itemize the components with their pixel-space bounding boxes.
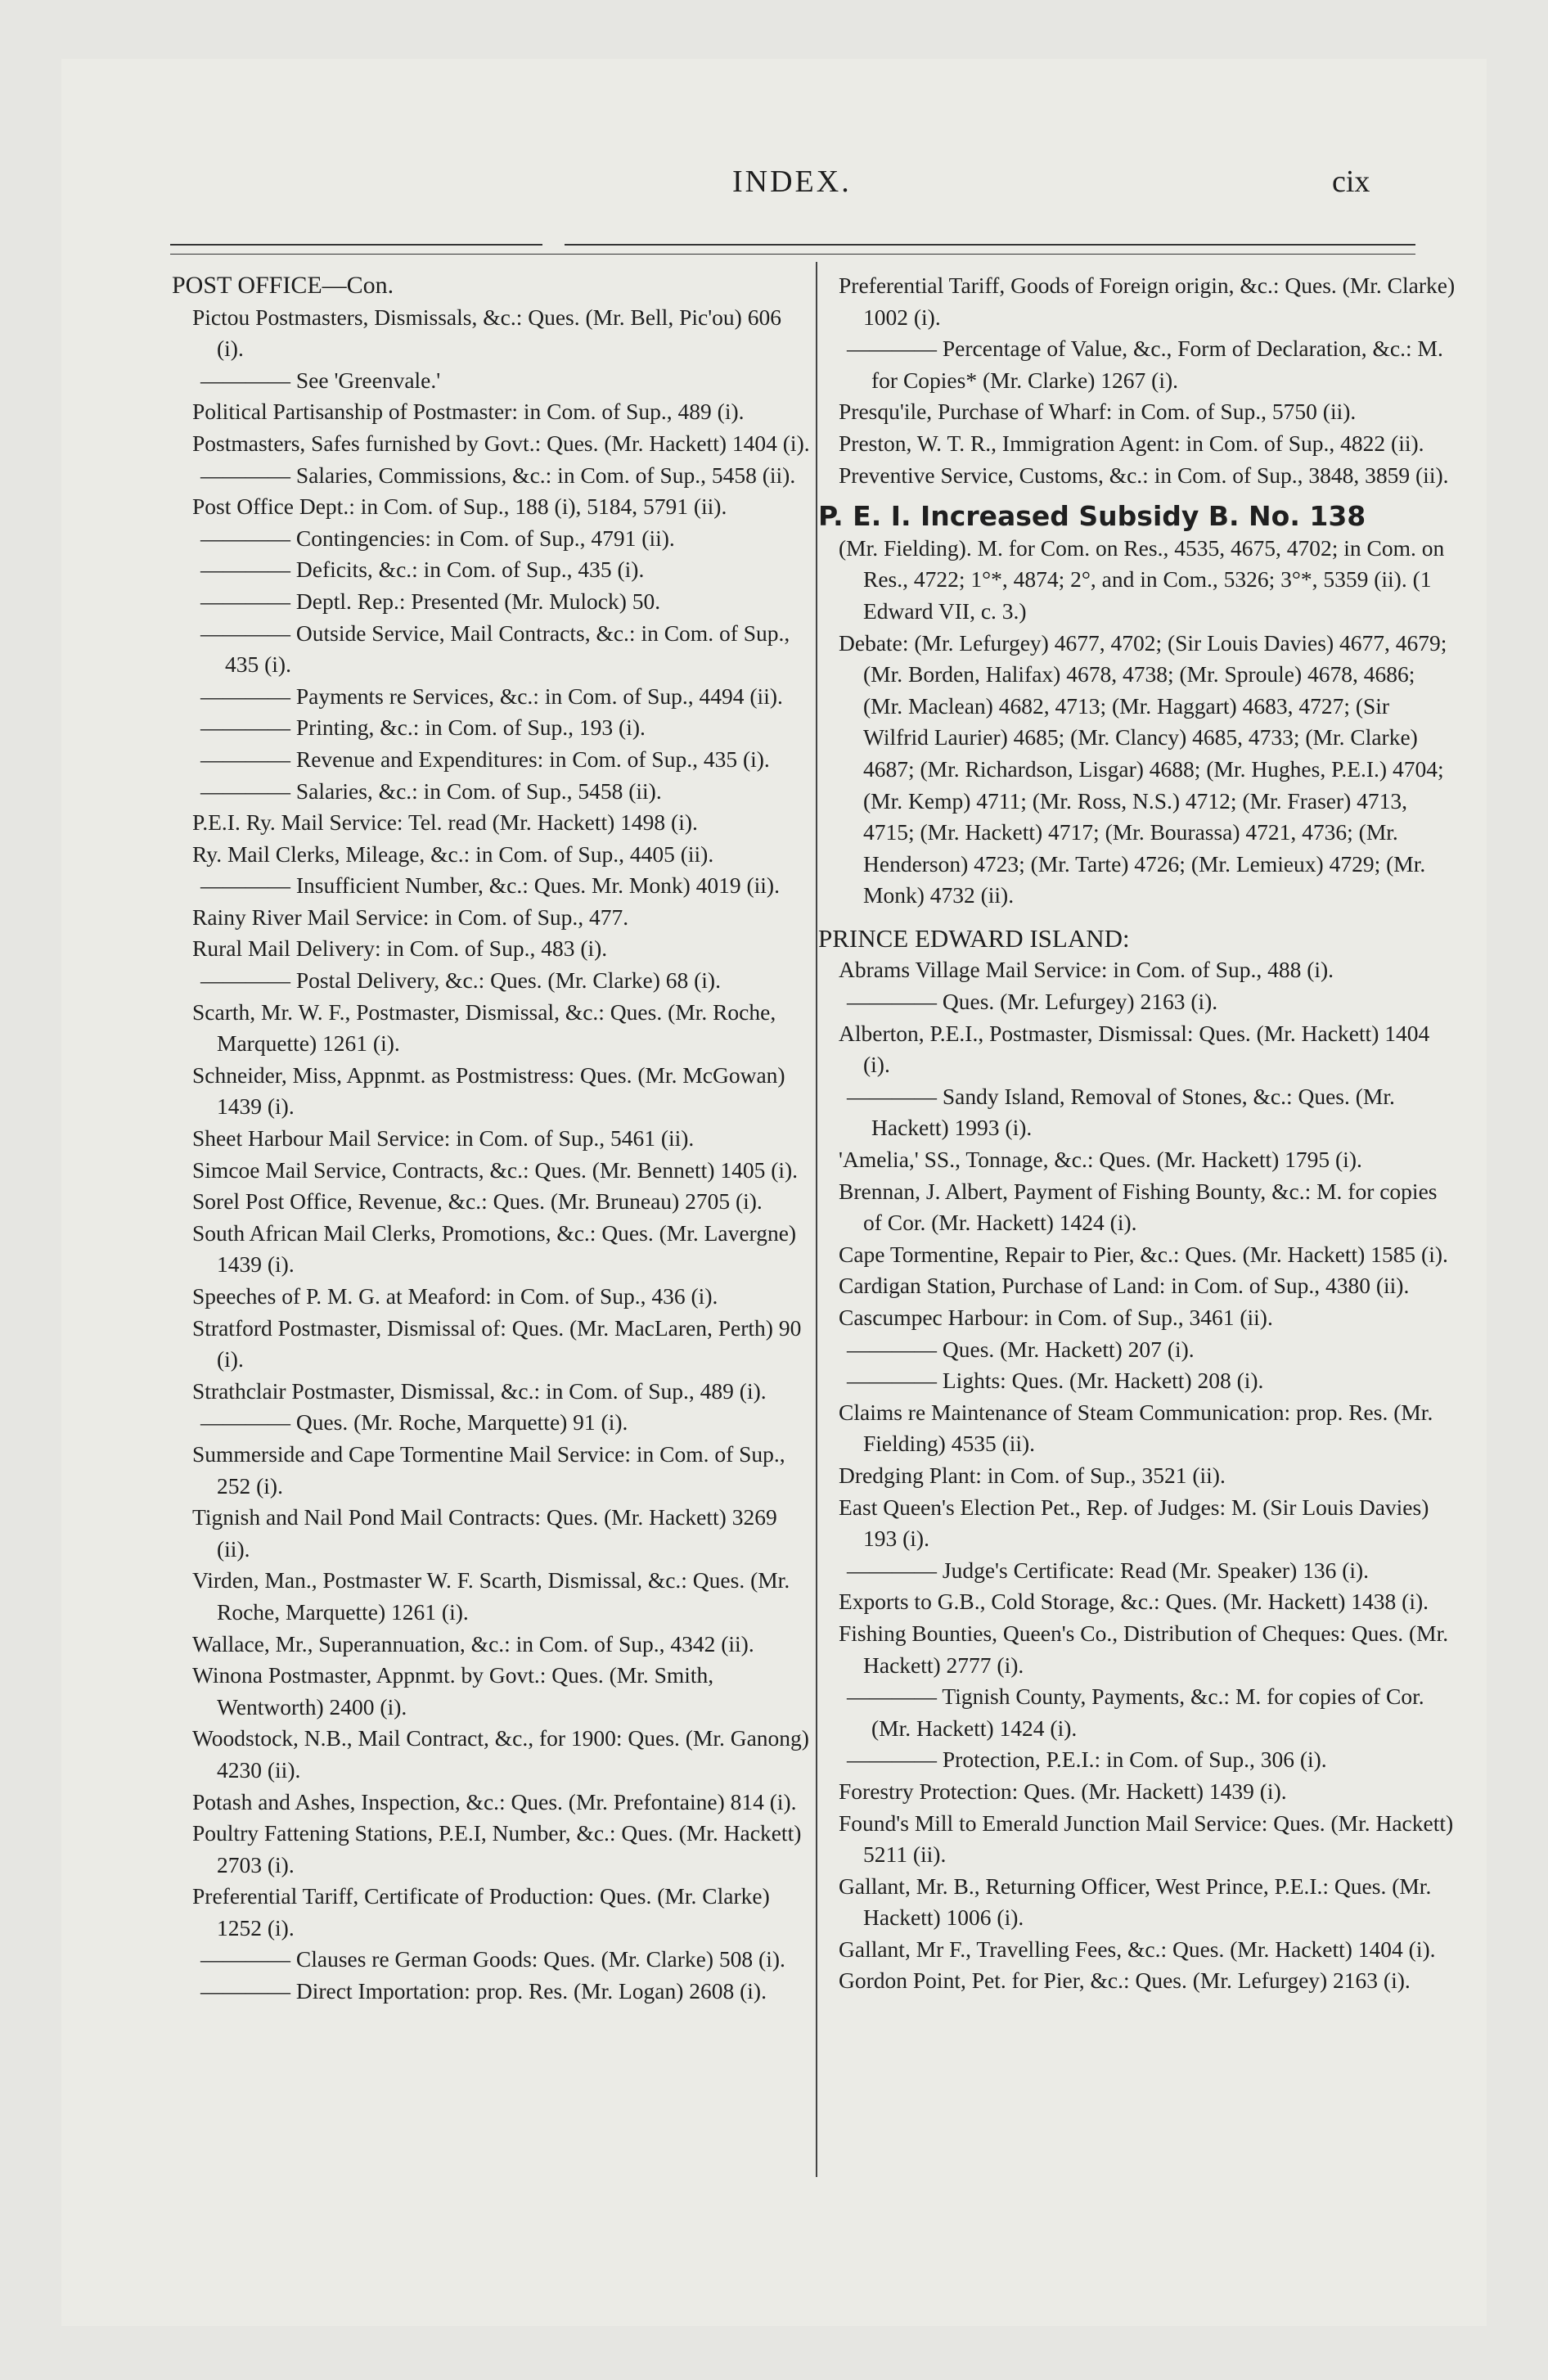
index-entry: Schneider, Miss, Appnmt. as Postmistress: Ques. (Mr. McGowan) 1439 (i). xyxy=(192,1062,785,1120)
index-entry: Dredging Plant: in Com. of Sup., 3521 (ii). xyxy=(839,1462,1226,1488)
section-heading-pei: PRINCE EDWARD ISLAND: xyxy=(818,923,1130,953)
index-entry: Gallant, Mr F., Travelling Fees, &c.: Ques. (Mr. Hackett) 1404 (i). xyxy=(839,1936,1436,1962)
index-entry: Pictou Postmasters, Dismissals, &c.: Ques. (Mr. Bell, Pic'ou) 606 (i). xyxy=(192,304,781,362)
index-entry: P.E.I. Ry. Mail Service: Tel. read (Mr. Hackett) 1498 (i). xyxy=(192,809,698,836)
index-subentry: ———— Insufficient Number, &c.: Ques. Mr. Monk) 4019 (ii). xyxy=(172,870,810,902)
index-entry: Gordon Point, Pet. for Pier, &c.: Ques. (Mr. Lefurgey) 2163 (i). xyxy=(839,1968,1411,1994)
header-rule-lower xyxy=(170,254,1415,255)
left-column xyxy=(172,270,810,2008)
index-subentry: ———— Contingencies: in Com. of Sup., 4791 (ii). xyxy=(172,523,810,555)
index-subentry: ———— Outside Service, Mail Contracts, &c.: in Com. of Sup., 435 (i). xyxy=(172,618,810,681)
index-entry: Ry. Mail Clerks, Mileage, &c.: in Com. of Sup., 4405 (ii). xyxy=(192,841,714,867)
index-subentry: ———— Payments re Services, &c.: in Com. of Sup., 4494 (ii). xyxy=(172,681,810,713)
index-entry: South African Mail Clerks, Promotions, &c.: Ques. (Mr. Lavergne) 1439 (i). xyxy=(192,1219,797,1278)
index-subentry: ———— Ques. (Mr. Lefurgey) 2163 (i). xyxy=(818,986,1456,1018)
index-entry: Cape Tormentine, Repair to Pier, &c.: Ques. (Mr. Hackett) 1585 (i). xyxy=(839,1241,1448,1267)
index-entry: Cascumpec Harbour: in Com. of Sup., 3461 (ii). xyxy=(839,1305,1273,1330)
index-entry: Post Office Dept.: in Com. of Sup., 188 (i), 5184, 5791 (ii). xyxy=(192,494,727,520)
index-subentry: ———— Judge's Certificate: Read (Mr. Speaker) 136 (i). xyxy=(818,1555,1456,1587)
page-title: INDEX. xyxy=(732,165,852,199)
index-entry: Postmasters, Safes furnished by Govt.: Ques. (Mr. Hackett) 1404 (i). xyxy=(192,430,810,456)
index-entry: Woodstock, N.B., Mail Contract, &c., for 1900: Ques. (Mr. Ganong) 4230 (ii). xyxy=(192,1725,809,1783)
index-entry: East Queen's Election Pet., Rep. of Judges: M. (Sir Louis Davies) 193 (i). xyxy=(839,1494,1429,1552)
index-entry: Scarth, Mr. W. F., Postmaster, Dismissal, &c.: Ques. (Mr. Roche, Marquette) 1261 (i). xyxy=(192,998,776,1057)
index-entry: Brennan, J. Albert, Payment of Fishing Bounty, &c.: M. for copies of Cor. (Mr. Hackett) 1424 (i). xyxy=(839,1178,1438,1236)
header-rule-right xyxy=(565,244,1415,246)
index-entry: Found's Mill to Emerald Junction Mail Service: Ques. (Mr. Hackett) 5211 (ii). xyxy=(839,1810,1454,1868)
index-entry: Poultry Fattening Stations, P.E.I, Number, &c.: Ques. (Mr. Hackett) 2703 (i). xyxy=(192,1820,802,1877)
index-subentry: ———— Printing, &c.: in Com. of Sup., 193 (i). xyxy=(172,712,810,744)
index-subentry: ———— Sandy Island, Removal of Stones, &c.: Ques. (Mr. Hackett) 1993 (i). xyxy=(818,1081,1456,1144)
index-entry: Forestry Protection: Ques. (Mr. Hackett) 1439 (i). xyxy=(839,1778,1287,1804)
index-entry: Wallace, Mr., Superannuation, &c.: in Com. of Sup., 4342 (ii). xyxy=(192,1630,754,1657)
index-entry: Simcoe Mail Service, Contracts, &c.: Ques. (Mr. Bennett) 1405 (i). xyxy=(192,1156,799,1183)
index-subentry: ———— Ques. (Mr. Hackett) 207 (i). xyxy=(818,1334,1456,1366)
index-entry: Rainy River Mail Service: in Com. of Sup., 477. xyxy=(192,904,629,930)
index-subentry: ———— Lights: Ques. (Mr. Hackett) 208 (i). xyxy=(818,1365,1456,1397)
index-entry: Gallant, Mr. B., Returning Officer, West Prince, P.E.I.: Ques. (Mr. Hackett) 1006 (i). xyxy=(839,1873,1432,1931)
column-divider xyxy=(816,262,817,2177)
index-subentry: ———— Salaries, Commissions, &c.: in Com. of Sup., 5458 (ii). xyxy=(172,460,810,492)
index-entry: Speeches of P. M. G. at Meaford: in Com. of Sup., 436 (i). xyxy=(192,1283,718,1309)
index-entry: Exports to G.B., Cold Storage, &c.: Ques. (Mr. Hackett) 1438 (i). xyxy=(839,1589,1429,1615)
index-subentry: ———— Tignish County, Payments, &c.: M. for copies of Cor. (Mr. Hackett) 1424 (i). xyxy=(818,1681,1456,1744)
bill-heading-pei-subsidy: P. E. I. Increased Subsidy B. No. 138 xyxy=(818,500,1366,533)
index-entry: Sheet Harbour Mail Service: in Com. of Sup., 5461 (ii). xyxy=(192,1125,695,1152)
index-entry: Alberton, P.E.I., Postmaster, Dismissal: Ques. (Mr. Hackett) 1404 (i). xyxy=(839,1020,1430,1078)
index-entry: Virden, Man., Postmaster W. F. Scarth, Dismissal, &c.: Ques. (Mr. Roche, Marquette) 1261 (i). xyxy=(192,1567,790,1625)
index-entry: 'Amelia,' SS., Tonnage, &c.: Ques. (Mr. Hackett) 1795 (i). xyxy=(839,1147,1362,1173)
index-entry: Preferential Tariff, Goods of Foreign origin, &c.: Ques. (Mr. Clarke) 1002 (i). xyxy=(839,273,1456,330)
index-entry: Preferential Tariff, Certificate of Production: Ques. (Mr. Clarke) 1252 (i). xyxy=(192,1883,770,1941)
index-entry: Abrams Village Mail Service: in Com. of Sup., 488 (i). xyxy=(839,957,1334,983)
index-subentry: ———— Clauses re German Goods: Ques. (Mr. Clarke) 508 (i). xyxy=(172,1944,810,1976)
index-subentry: ———— Revenue and Expenditures: in Com. of Sup., 435 (i). xyxy=(172,744,810,776)
index-subentry: ———— Postal Delivery, &c.: Ques. (Mr. Clarke) 68 (i). xyxy=(172,965,810,997)
index-subentry: ———— Ques. (Mr. Roche, Marquette) 91 (i). xyxy=(172,1407,810,1439)
index-entry: Winona Postmaster, Appnmt. by Govt.: Ques. (Mr. Smith, Wentworth) 2400 (i). xyxy=(192,1662,714,1720)
index-subentry: ———— Deptl. Rep.: Presented (Mr. Mulock) 50. xyxy=(172,586,810,618)
index-entry: Preston, W. T. R., Immigration Agent: in Com. of Sup., 4822 (ii). xyxy=(839,430,1424,456)
index-entry: Political Partisanship of Postmaster: in Com. of Sup., 489 (i). xyxy=(192,399,745,425)
index-entry: Fishing Bounties, Queen's Co., Distribution of Cheques: Ques. (Mr. Hackett) 2777 (i). xyxy=(839,1620,1449,1678)
index-entry: Preventive Service, Customs, &c.: in Com. of Sup., 3848, 3859 (ii). xyxy=(839,462,1449,488)
index-entry: Summerside and Cape Tormentine Mail Service: in Com. of Sup., 252 (i). xyxy=(192,1440,785,1499)
right-column xyxy=(818,270,1456,1997)
index-entry: Presqu'ile, Purchase of Wharf: in Com. of Sup., 5750 (ii). xyxy=(839,399,1357,425)
index-entry: Potash and Ashes, Inspection, &c.: Ques. (Mr. Prefontaine) 814 (i). xyxy=(192,1788,797,1814)
index-entry: Sorel Post Office, Revenue, &c.: Ques. (Mr. Bruneau) 2705 (i). xyxy=(192,1188,763,1215)
index-entry: Claims re Maintenance of Steam Communication: prop. Res. (Mr. Fielding) 4535 (ii). xyxy=(839,1399,1433,1457)
page-number: cix xyxy=(1332,165,1370,199)
index-entry: Stratford Postmaster, Dismissal of: Ques. (Mr. MacLaren, Perth) 90 (i). xyxy=(192,1314,802,1373)
bill-entry: (Mr. Fielding). M. for Com. on Res., 4535, 4675, 4702; in Com. on Res., 4722; 1°*, 4874; 2°, and in Com., 5326; 3°*, 5359 (ii). (1 Edward VII, c. 3.) xyxy=(839,534,1445,624)
index-entry: Rural Mail Delivery: in Com. of Sup., 483 (i). xyxy=(192,935,608,962)
index-subentry: ———— Salaries, &c.: in Com. of Sup., 5458 (ii). xyxy=(172,776,810,808)
index-entry: Strathclair Postmaster, Dismissal, &c.: in Com. of Sup., 489 (i). xyxy=(192,1377,767,1404)
index-subentry: ———— Deficits, &c.: in Com. of Sup., 435 (i). xyxy=(172,554,810,586)
index-subentry: ———— Protection, P.E.I.: in Com. of Sup., 306 (i). xyxy=(818,1744,1456,1776)
header-rule-left xyxy=(170,244,542,246)
section-heading-post-office: POST OFFICE—Con. xyxy=(172,272,394,299)
index-subentry: ———— See 'Greenvale.' xyxy=(172,365,810,397)
index-entry: Cardigan Station, Purchase of Land: in Com. of Sup., 4380 (ii). xyxy=(839,1273,1410,1299)
index-subentry: ———— Direct Importation: prop. Res. (Mr. Logan) 2608 (i). xyxy=(172,1976,810,2008)
bill-debate: Debate: (Mr. Lefurgey) 4677, 4702; (Sir Louis Davies) 4677, 4679; (Mr. Borden, Halifax) 4678, 4738; (Mr. Sproule) 4678, 4686; (Mr. Maclean) 4682, 4713; (Mr. Haggart) 4683, 4727; (Sir Wilfrid Laurier) 4685; (Mr. Clancy) 4685, 4733; (Mr. Clarke) 4687; (Mr. Richardson, Lisgar) 4688; (Mr. Hughes, P.E.I.) 4704; (Mr. Kemp) 4711; (Mr. Ross, N.S.) 4712; (Mr. Fraser) 4713, 4715; (Mr. Hackett) 4717; (Mr. Bourassa) 4721, 4736; (Mr. Henderson) 4723; (Mr. Tarte) 4726; (Mr. Lemieux) 4729; (Mr. Monk) 4732 (ii). xyxy=(839,629,1447,908)
index-subentry: ———— Percentage of Value, &c., Form of Declaration, &c.: M. for Copies* (Mr. Clarke) 1267 (i). xyxy=(818,333,1456,396)
index-entry: Tignish and Nail Pond Mail Contracts: Ques. (Mr. Hackett) 3269 (ii). xyxy=(192,1504,777,1562)
